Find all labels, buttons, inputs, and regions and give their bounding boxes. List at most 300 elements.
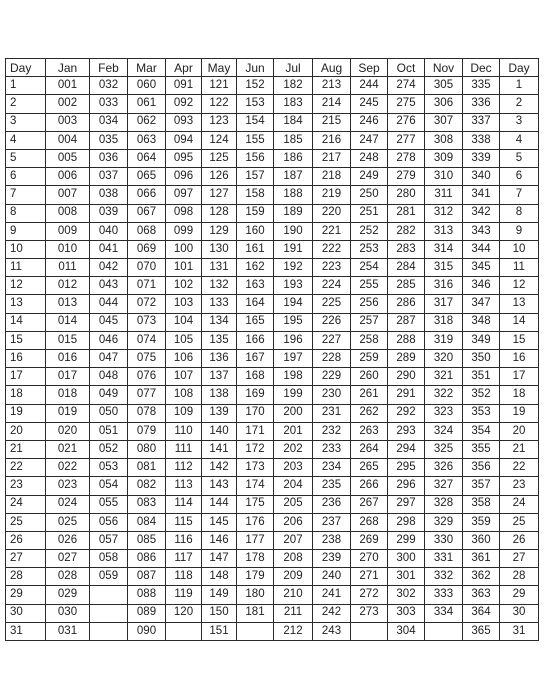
julian-day-cell: 364 bbox=[463, 604, 500, 622]
table-row bbox=[6, 295, 539, 313]
month-column-header: Jul bbox=[274, 59, 313, 77]
julian-day-cell: 334 bbox=[425, 604, 463, 622]
julian-day-cell: 179 bbox=[237, 568, 274, 586]
julian-day-cell: 033 bbox=[90, 95, 128, 113]
julian-day-cell: 281 bbox=[388, 204, 425, 222]
table-row bbox=[6, 113, 539, 131]
julian-day-cell: 298 bbox=[388, 513, 425, 531]
julian-day-cell: 365 bbox=[463, 622, 500, 640]
day-number-cell: 9 bbox=[6, 222, 46, 240]
julian-day-cell: 159 bbox=[237, 204, 274, 222]
julian-day-cell: 194 bbox=[274, 295, 313, 313]
table-row bbox=[6, 95, 539, 113]
julian-day-cell: 100 bbox=[166, 240, 202, 258]
table-row bbox=[6, 186, 539, 204]
julian-day-cell: 299 bbox=[388, 531, 425, 549]
julian-day-cell: 301 bbox=[388, 568, 425, 586]
julian-day-cell: 340 bbox=[463, 168, 500, 186]
julian-day-cell: 020 bbox=[46, 422, 90, 440]
julian-day-cell: 176 bbox=[237, 513, 274, 531]
julian-day-cell: 134 bbox=[202, 313, 237, 331]
day-number-cell: 19 bbox=[6, 404, 46, 422]
julian-day-cell: 227 bbox=[313, 331, 351, 349]
table-row bbox=[6, 495, 539, 513]
julian-day-cell: 342 bbox=[463, 204, 500, 222]
julian-day-cell: 088 bbox=[128, 586, 166, 604]
julian-day-cell: 325 bbox=[425, 440, 463, 458]
julian-day-cell: 051 bbox=[90, 422, 128, 440]
julian-day-cell: 056 bbox=[90, 513, 128, 531]
table-row bbox=[6, 259, 539, 277]
julian-day-cell: 097 bbox=[166, 186, 202, 204]
julian-day-cell: 360 bbox=[463, 531, 500, 549]
julian-day-cell: 306 bbox=[425, 95, 463, 113]
julian-day-cell: 003 bbox=[46, 113, 90, 131]
julian-day-cell: 216 bbox=[313, 131, 351, 149]
julian-day-cell: 346 bbox=[463, 277, 500, 295]
julian-day-cell: 259 bbox=[351, 350, 388, 368]
julian-day-cell: 053 bbox=[90, 459, 128, 477]
table-row bbox=[6, 168, 539, 186]
julian-day-cell: 148 bbox=[202, 568, 237, 586]
table-row bbox=[6, 422, 539, 440]
julian-day-cell: 268 bbox=[351, 513, 388, 531]
julian-day-cell: 156 bbox=[237, 149, 274, 167]
julian-day-cell: 126 bbox=[202, 168, 237, 186]
julian-day-cell: 242 bbox=[313, 604, 351, 622]
julian-day-cell: 167 bbox=[237, 350, 274, 368]
julian-day-cell: 191 bbox=[274, 240, 313, 258]
julian-day-cell: 170 bbox=[237, 404, 274, 422]
julian-day-cell: 237 bbox=[313, 513, 351, 531]
day-number-cell-right: 11 bbox=[500, 259, 539, 277]
day-number-cell: 2 bbox=[6, 95, 46, 113]
day-number-cell: 5 bbox=[6, 149, 46, 167]
julian-day-cell: 192 bbox=[274, 259, 313, 277]
julian-day-cell: 085 bbox=[128, 531, 166, 549]
julian-day-cell: 329 bbox=[425, 513, 463, 531]
julian-day-cell: 244 bbox=[351, 77, 388, 95]
julian-day-cell: 264 bbox=[351, 440, 388, 458]
julian-day-cell: 239 bbox=[313, 550, 351, 568]
julian-day-cell: 125 bbox=[202, 149, 237, 167]
julian-day-cell: 128 bbox=[202, 204, 237, 222]
julian-day-cell: 160 bbox=[237, 222, 274, 240]
julian-day-cell: 323 bbox=[425, 404, 463, 422]
julian-day-cell: 361 bbox=[463, 550, 500, 568]
julian-day-cell: 260 bbox=[351, 368, 388, 386]
julian-day-cell: 175 bbox=[237, 495, 274, 513]
day-number-cell-right: 16 bbox=[500, 350, 539, 368]
julian-day-cell: 190 bbox=[274, 222, 313, 240]
day-number-cell-right: 21 bbox=[500, 440, 539, 458]
julian-day-cell: 214 bbox=[313, 95, 351, 113]
day-number-cell-right: 2 bbox=[500, 95, 539, 113]
julian-day-cell: 122 bbox=[202, 95, 237, 113]
julian-day-cell: 276 bbox=[388, 113, 425, 131]
julian-day-cell: 292 bbox=[388, 404, 425, 422]
julian-day-cell: 028 bbox=[46, 568, 90, 586]
julian-day-cell: 202 bbox=[274, 440, 313, 458]
julian-day-cell: 118 bbox=[166, 568, 202, 586]
julian-day-cell: 272 bbox=[351, 586, 388, 604]
julian-day-cell: 140 bbox=[202, 422, 237, 440]
julian-day-cell: 183 bbox=[274, 95, 313, 113]
julian-day-cell: 287 bbox=[388, 313, 425, 331]
month-column-header: Aug bbox=[313, 59, 351, 77]
day-number-cell-right: 27 bbox=[500, 550, 539, 568]
day-number-cell: 30 bbox=[6, 604, 46, 622]
table-row bbox=[6, 586, 539, 604]
julian-day-cell: 232 bbox=[313, 422, 351, 440]
julian-day-cell: 035 bbox=[90, 131, 128, 149]
julian-day-cell: 021 bbox=[46, 440, 90, 458]
julian-day-cell: 104 bbox=[166, 313, 202, 331]
julian-day-cell: 163 bbox=[237, 277, 274, 295]
julian-day-cell: 107 bbox=[166, 368, 202, 386]
julian-day-cell: 282 bbox=[388, 222, 425, 240]
julian-day-cell: 258 bbox=[351, 331, 388, 349]
julian-day-cell: 256 bbox=[351, 295, 388, 313]
day-number-cell-right: 29 bbox=[500, 586, 539, 604]
julian-day-cell: 338 bbox=[463, 131, 500, 149]
julian-day-cell: 094 bbox=[166, 131, 202, 149]
julian-day-cell: 025 bbox=[46, 513, 90, 531]
table-row bbox=[6, 313, 539, 331]
table-row bbox=[6, 277, 539, 295]
table-row bbox=[6, 459, 539, 477]
julian-day-cell: 211 bbox=[274, 604, 313, 622]
julian-day-cell: 045 bbox=[90, 313, 128, 331]
julian-day-cell: 127 bbox=[202, 186, 237, 204]
julian-day-cell: 316 bbox=[425, 277, 463, 295]
julian-day-cell: 297 bbox=[388, 495, 425, 513]
julian-day-cell: 327 bbox=[425, 477, 463, 495]
julian-day-cell: 072 bbox=[128, 295, 166, 313]
julian-day-cell: 110 bbox=[166, 422, 202, 440]
julian-day-cell: 038 bbox=[90, 186, 128, 204]
julian-day-cell: 055 bbox=[90, 495, 128, 513]
julian-day-cell: 181 bbox=[237, 604, 274, 622]
julian-day-cell: 061 bbox=[128, 95, 166, 113]
julian-day-cell: 099 bbox=[166, 222, 202, 240]
julian-day-cell: 303 bbox=[388, 604, 425, 622]
julian-day-cell: 284 bbox=[388, 259, 425, 277]
day-number-cell: 20 bbox=[6, 422, 46, 440]
julian-day-cell: 312 bbox=[425, 204, 463, 222]
day-number-cell: 11 bbox=[6, 259, 46, 277]
julian-day-cell: 157 bbox=[237, 168, 274, 186]
julian-day-cell: 251 bbox=[351, 204, 388, 222]
julian-day-cell: 136 bbox=[202, 350, 237, 368]
table-row bbox=[6, 531, 539, 549]
day-number-cell: 29 bbox=[6, 586, 46, 604]
julian-day-cell: 005 bbox=[46, 149, 90, 167]
julian-day-cell: 062 bbox=[128, 113, 166, 131]
julian-day-cell: 090 bbox=[128, 622, 166, 640]
julian-day-cell: 257 bbox=[351, 313, 388, 331]
julian-day-cell: 304 bbox=[388, 622, 425, 640]
julian-day-cell: 189 bbox=[274, 204, 313, 222]
table-row bbox=[6, 222, 539, 240]
julian-day-cell: 059 bbox=[90, 568, 128, 586]
julian-day-cell: 255 bbox=[351, 277, 388, 295]
julian-day-cell: 096 bbox=[166, 168, 202, 186]
julian-day-cell: 201 bbox=[274, 422, 313, 440]
julian-day-cell: 087 bbox=[128, 568, 166, 586]
julian-day-cell: 275 bbox=[388, 95, 425, 113]
julian-day-cell: 067 bbox=[128, 204, 166, 222]
julian-day-cell: 137 bbox=[202, 368, 237, 386]
julian-day-cell: 092 bbox=[166, 95, 202, 113]
day-number-cell-right: 20 bbox=[500, 422, 539, 440]
julian-day-cell: 050 bbox=[90, 404, 128, 422]
day-number-cell-right: 14 bbox=[500, 313, 539, 331]
julian-day-cell: 241 bbox=[313, 586, 351, 604]
day-number-cell: 16 bbox=[6, 350, 46, 368]
julian-day-cell: 069 bbox=[128, 240, 166, 258]
julian-day-cell: 091 bbox=[166, 77, 202, 95]
julian-day-cell: 224 bbox=[313, 277, 351, 295]
julian-day-cell: 196 bbox=[274, 331, 313, 349]
julian-day-cell: 349 bbox=[463, 331, 500, 349]
day-number-cell-right: 31 bbox=[500, 622, 539, 640]
julian-day-cell: 220 bbox=[313, 204, 351, 222]
julian-day-cell: 308 bbox=[425, 131, 463, 149]
julian-day-cell: 002 bbox=[46, 95, 90, 113]
julian-day-cell: 103 bbox=[166, 295, 202, 313]
julian-day-cell: 047 bbox=[90, 350, 128, 368]
julian-day-cell: 011 bbox=[46, 259, 90, 277]
julian-day-cell: 143 bbox=[202, 477, 237, 495]
julian-day-cell: 121 bbox=[202, 77, 237, 95]
day-number-cell: 8 bbox=[6, 204, 46, 222]
julian-day-cell: 019 bbox=[46, 404, 90, 422]
julian-day-cell: 319 bbox=[425, 331, 463, 349]
julian-day-cell: 313 bbox=[425, 222, 463, 240]
julian-day-cell: 071 bbox=[128, 277, 166, 295]
julian-day-cell: 295 bbox=[388, 459, 425, 477]
julian-day-cell: 124 bbox=[202, 131, 237, 149]
julian-day-cell: 084 bbox=[128, 513, 166, 531]
julian-day-cell: 353 bbox=[463, 404, 500, 422]
julian-day-cell: 315 bbox=[425, 259, 463, 277]
julian-day-cell: 169 bbox=[237, 386, 274, 404]
julian-day-cell: 219 bbox=[313, 186, 351, 204]
julian-day-cell: 102 bbox=[166, 277, 202, 295]
julian-day-cell: 233 bbox=[313, 440, 351, 458]
table-header-row bbox=[6, 59, 539, 77]
julian-day-cell: 267 bbox=[351, 495, 388, 513]
julian-day-cell: 318 bbox=[425, 313, 463, 331]
day-number-cell: 27 bbox=[6, 550, 46, 568]
julian-day-cell: 285 bbox=[388, 277, 425, 295]
julian-day-cell: 262 bbox=[351, 404, 388, 422]
table-row bbox=[6, 604, 539, 622]
table-row bbox=[6, 368, 539, 386]
julian-day-cell: 283 bbox=[388, 240, 425, 258]
julian-day-cell: 222 bbox=[313, 240, 351, 258]
day-number-cell-right: 17 bbox=[500, 368, 539, 386]
month-column-header: Sep bbox=[351, 59, 388, 77]
day-number-cell-right: 18 bbox=[500, 386, 539, 404]
julian-day-cell: 249 bbox=[351, 168, 388, 186]
julian-day-cell: 198 bbox=[274, 368, 313, 386]
julian-day-cell: 277 bbox=[388, 131, 425, 149]
julian-day-cell: 043 bbox=[90, 277, 128, 295]
julian-day-cell: 328 bbox=[425, 495, 463, 513]
julian-day-cell: 250 bbox=[351, 186, 388, 204]
julian-day-cell: 236 bbox=[313, 495, 351, 513]
julian-day-cell: 155 bbox=[237, 131, 274, 149]
table-row bbox=[6, 404, 539, 422]
month-column-header: Nov bbox=[425, 59, 463, 77]
julian-day-cell: 310 bbox=[425, 168, 463, 186]
julian-day-cell: 106 bbox=[166, 350, 202, 368]
julian-day-cell: 247 bbox=[351, 131, 388, 149]
julian-day-cell: 037 bbox=[90, 168, 128, 186]
julian-day-cell: 015 bbox=[46, 331, 90, 349]
julian-day-cell: 307 bbox=[425, 113, 463, 131]
julian-day-cell: 074 bbox=[128, 331, 166, 349]
julian-day-cell: 291 bbox=[388, 386, 425, 404]
julian-day-cell: 162 bbox=[237, 259, 274, 277]
julian-day-cell: 048 bbox=[90, 368, 128, 386]
julian-day-cell: 133 bbox=[202, 295, 237, 313]
day-number-cell-right: 28 bbox=[500, 568, 539, 586]
julian-day-cell: 355 bbox=[463, 440, 500, 458]
julian-day-cell: 171 bbox=[237, 422, 274, 440]
julian-day-cell: 060 bbox=[128, 77, 166, 95]
julian-day-cell: 135 bbox=[202, 331, 237, 349]
julian-day-cell: 115 bbox=[166, 513, 202, 531]
julian-day-cell: 228 bbox=[313, 350, 351, 368]
julian-day-cell: 339 bbox=[463, 149, 500, 167]
julian-day-cell: 065 bbox=[128, 168, 166, 186]
julian-day-cell: 013 bbox=[46, 295, 90, 313]
julian-day-cell: 332 bbox=[425, 568, 463, 586]
julian-day-cell: 173 bbox=[237, 459, 274, 477]
julian-day-cell: 333 bbox=[425, 586, 463, 604]
julian-day-cell: 286 bbox=[388, 295, 425, 313]
day-number-cell: 3 bbox=[6, 113, 46, 131]
julian-day-cell: 112 bbox=[166, 459, 202, 477]
julian-day-cell: 077 bbox=[128, 386, 166, 404]
julian-day-cell bbox=[90, 622, 128, 640]
julian-day-cell: 174 bbox=[237, 477, 274, 495]
julian-day-cell: 324 bbox=[425, 422, 463, 440]
julian-day-cell: 245 bbox=[351, 95, 388, 113]
julian-day-cell: 348 bbox=[463, 313, 500, 331]
julian-day-cell: 012 bbox=[46, 277, 90, 295]
day-number-cell: 14 bbox=[6, 313, 46, 331]
julian-day-cell: 238 bbox=[313, 531, 351, 549]
julian-day-cell: 330 bbox=[425, 531, 463, 549]
table-row bbox=[6, 240, 539, 258]
julian-day-cell: 206 bbox=[274, 513, 313, 531]
julian-day-cell: 172 bbox=[237, 440, 274, 458]
day-number-cell-right: 10 bbox=[500, 240, 539, 258]
julian-day-cell: 243 bbox=[313, 622, 351, 640]
day-number-cell: 13 bbox=[6, 295, 46, 313]
month-column-header: Jan bbox=[46, 59, 90, 77]
julian-day-cell: 266 bbox=[351, 477, 388, 495]
day-number-cell: 22 bbox=[6, 459, 46, 477]
julian-day-cell: 146 bbox=[202, 531, 237, 549]
julian-day-cell: 230 bbox=[313, 386, 351, 404]
julian-day-cell: 119 bbox=[166, 586, 202, 604]
table-row bbox=[6, 550, 539, 568]
day-number-cell-right: 9 bbox=[500, 222, 539, 240]
month-column-header: Dec bbox=[463, 59, 500, 77]
julian-day-cell: 080 bbox=[128, 440, 166, 458]
julian-day-cell: 289 bbox=[388, 350, 425, 368]
julian-day-cell: 024 bbox=[46, 495, 90, 513]
julian-day-cell: 199 bbox=[274, 386, 313, 404]
julian-day-cell: 017 bbox=[46, 368, 90, 386]
julian-day-cell: 082 bbox=[128, 477, 166, 495]
julian-day-cell: 101 bbox=[166, 259, 202, 277]
julian-day-cell: 165 bbox=[237, 313, 274, 331]
julian-day-cell: 184 bbox=[274, 113, 313, 131]
julian-day-cell: 130 bbox=[202, 240, 237, 258]
julian-day-cell: 029 bbox=[46, 586, 90, 604]
day-number-cell-right: 3 bbox=[500, 113, 539, 131]
julian-day-cell: 129 bbox=[202, 222, 237, 240]
month-column-header: May bbox=[202, 59, 237, 77]
julian-day-cell: 320 bbox=[425, 350, 463, 368]
julian-day-cell: 240 bbox=[313, 568, 351, 586]
julian-day-cell: 317 bbox=[425, 295, 463, 313]
julian-day-cell: 144 bbox=[202, 495, 237, 513]
julian-day-cell: 352 bbox=[463, 386, 500, 404]
day-number-cell-right: 15 bbox=[500, 331, 539, 349]
julian-day-cell: 223 bbox=[313, 259, 351, 277]
julian-day-cell: 235 bbox=[313, 477, 351, 495]
julian-day-cell: 063 bbox=[128, 131, 166, 149]
julian-day-cell: 273 bbox=[351, 604, 388, 622]
day-number-cell-right: 12 bbox=[500, 277, 539, 295]
julian-day-cell: 023 bbox=[46, 477, 90, 495]
table-row bbox=[6, 149, 539, 167]
julian-day-cell: 322 bbox=[425, 386, 463, 404]
julian-day-cell: 145 bbox=[202, 513, 237, 531]
table-row bbox=[6, 568, 539, 586]
julian-day-cell: 114 bbox=[166, 495, 202, 513]
julian-day-cell: 007 bbox=[46, 186, 90, 204]
julian-day-cell: 280 bbox=[388, 186, 425, 204]
julian-day-cell: 030 bbox=[46, 604, 90, 622]
julian-day-cell: 186 bbox=[274, 149, 313, 167]
day-number-cell-right: 23 bbox=[500, 477, 539, 495]
julian-day-cell: 039 bbox=[90, 204, 128, 222]
julian-day-cell: 344 bbox=[463, 240, 500, 258]
julian-day-cell: 234 bbox=[313, 459, 351, 477]
julian-day-cell: 205 bbox=[274, 495, 313, 513]
julian-day-cell: 161 bbox=[237, 240, 274, 258]
day-number-cell: 6 bbox=[6, 168, 46, 186]
julian-day-cell: 139 bbox=[202, 404, 237, 422]
julian-day-cell: 193 bbox=[274, 277, 313, 295]
julian-day-cell: 347 bbox=[463, 295, 500, 313]
day-column-header: Day bbox=[6, 59, 46, 77]
julian-day-cell: 036 bbox=[90, 149, 128, 167]
julian-day-cell: 132 bbox=[202, 277, 237, 295]
table-row bbox=[6, 440, 539, 458]
julian-day-cell: 152 bbox=[237, 77, 274, 95]
day-number-cell: 25 bbox=[6, 513, 46, 531]
julian-day-cell: 210 bbox=[274, 586, 313, 604]
